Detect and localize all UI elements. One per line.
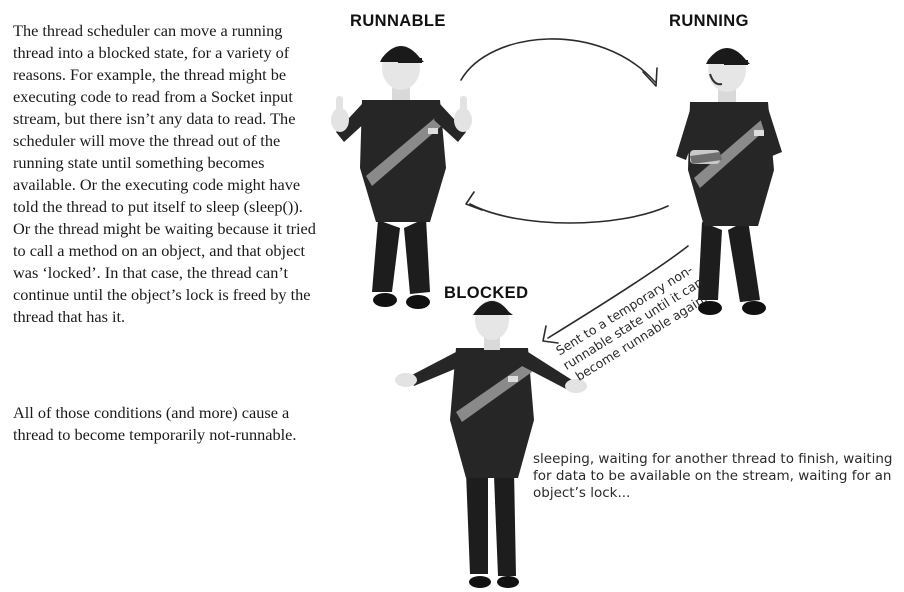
arrow-running-to-blocked-head xyxy=(543,326,558,343)
state-label-runnable: RUNNABLE xyxy=(350,12,446,30)
sent-to-blocked-note: Sent to a temporary non-runnable state until it can become runnable again. xyxy=(553,261,710,384)
blocking-reasons-note: sleeping, waiting for another thread to finish, waiting for data to be available on the stream, waiting for an object’s lock... xyxy=(533,451,893,501)
state-label-running: RUNNING xyxy=(669,12,749,30)
arrow-running-to-runnable xyxy=(470,204,668,223)
intro-paragraph: The thread scheduler can move a running thread into a blocked state, for a variety of reasons. For example, the thread might be executing code to read from a Socket input stream, but there isn’t any data to read. The scheduler will move the thread out of the running state until something becomes available. Or the executing code might have told the thread to put itself to sleep (sleep()). Or the thread might be waiting because it tried to call a method on an object, and that object was ‘locked’. In that case, the thread can’t continue until the object’s lock is freed by the thread that has it. xyxy=(13,21,316,326)
arrow-running-to-runnable-head xyxy=(466,192,482,210)
state-label-blocked: BLOCKED xyxy=(444,284,529,302)
runnable-person-figure xyxy=(331,46,472,309)
summary-paragraph: All of those conditions (and more) cause a thread to become temporarily not-runnable. xyxy=(13,403,297,444)
arrow-runnable-to-running xyxy=(461,39,655,82)
